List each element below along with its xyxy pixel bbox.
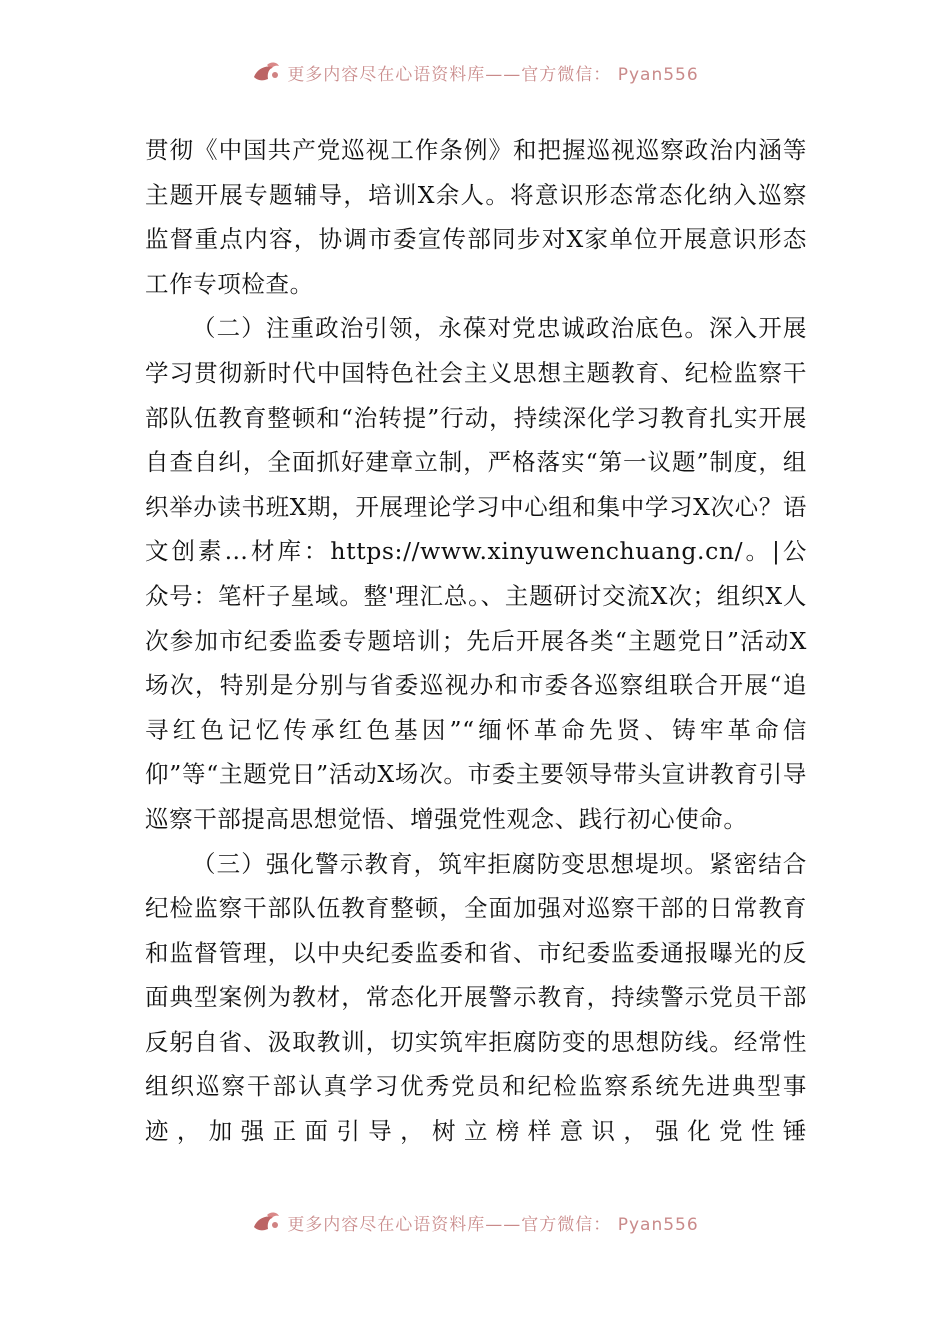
- header-banner: [0, 52, 950, 92]
- paragraph-continuation: 贯彻《中国共产党巡视工作条例》和把握巡视巡察政治内涵等主题开展专题辅导，培训X余人。将意识形态常态化纳入巡察监督重点内容，协调市委宣传部同步对X家单位开展意识形态工作专项检查。: [145, 136, 807, 298]
- document-body: [145, 128, 807, 1154]
- header-banner-text: 更多内容尽在心语资料库——官方微信： Pyan556: [287, 64, 699, 85]
- lamp-logo-icon: [251, 59, 281, 85]
- lamp-logo-icon: [251, 1209, 281, 1235]
- footer-banner-text: 更多内容尽在心语资料库——官方微信： Pyan556: [287, 1214, 699, 1235]
- paragraph-political-guidance: （二）注重政治引领，永葆对党忠诚政治底色。深入开展学习贯彻新时代中国特色社会主义思想主题教育、纪检监察干部队伍教育整顿和“治转提”行动，持续深化学习教育扎实开展自查自纠，全面抓好建章立制，严格落实“第一议题”制度，组织举办读书班X期，开展理论学习中心组和集中学习X次心？语文创素…材库：https://www.xinyuwenchuang.cn/。|公众号：笔杆子星域。整'理汇总。、主题研讨交流X次；组织X人次参加市纪委监委专题培训；先后开展各类“主题党日”活动X场次，特别是分别与省委巡视办和市委各巡察组联合开展“追寻红色记忆传承红色基因”“缅怀革命先贤、铸牢革命信仰”等“主题党日”活动X场次。市委主要领导带头宣讲教育引导巡察干部提高思想觉悟、增强党性观念、践行初心使命。: [145, 314, 807, 833]
- footer-banner: [0, 1202, 950, 1242]
- paragraph-warning-education: （三）强化警示教育，筑牢拒腐防变思想堤坝。紧密结合纪检监察干部队伍教育整顿，全面加强对巡察干部的日常教育和监督管理，以中央纪委监委和省、市纪委监委通报曝光的反面典型案例为教材，常态化开展警示教育，持续警示党员干部反躬自省、汲取教训，切实筑牢拒腐防变的思想防线。经常性组织巡察干部认真学习优秀党员和纪检监察系统先进典型事迹，加强正面引导，树立榜样意识，强化党性锤: [145, 849, 807, 1146]
